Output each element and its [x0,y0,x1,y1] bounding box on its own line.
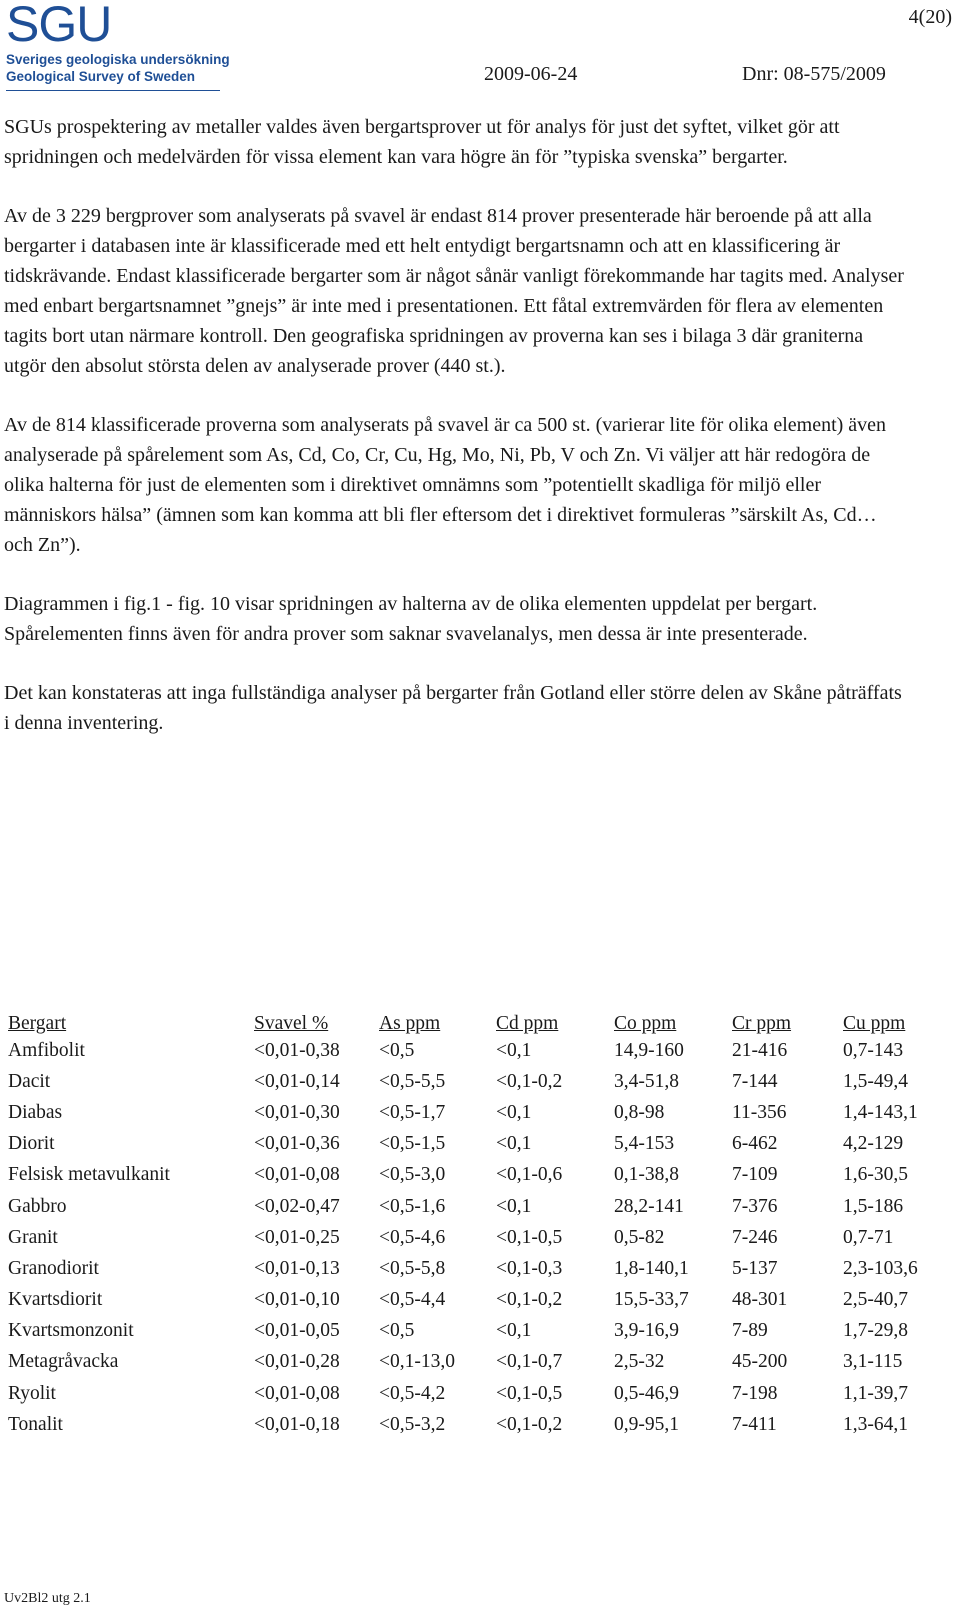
column-header: Cd ppm [496,1013,559,1034]
footer-version: Uv2Bl2 utg 2.1 [4,1591,91,1606]
table-row [8,1409,943,1440]
value-cell: <0,5-5,5 [379,1070,446,1092]
value-cell: 11-356 [732,1101,787,1123]
paragraph: Diagrammen i fig.1 - fig. 10 visar spridningen av halterna av de olika elementen uppdelat per bergart. Spårelementen finns även för andra prover som saknar svavelanalys, men dessa är inte presenterade. [4,593,818,645]
value-cell: 5-137 [732,1257,778,1279]
value-cell: <0,5-1,5 [379,1133,446,1155]
rock-type-cell: Kvartsdiorit [8,1289,103,1311]
value-cell: <0,01-0,18 [254,1413,340,1435]
logo-text-english: Geological Survey of Sweden [6,69,196,84]
value-cell: 0,1-38,8 [614,1164,679,1186]
value-cell: 2,5-32 [614,1351,665,1373]
value-cell: 4,2-129 [843,1133,904,1155]
rock-type-cell: Amfibolit [8,1039,85,1061]
column-header: Cr ppm [732,1013,792,1034]
table-row [8,1378,943,1409]
value-cell: <0,01-0,08 [254,1164,340,1186]
table-row [8,1066,943,1097]
value-cell: 7-89 [732,1320,768,1342]
paragraph: Av de 3 229 bergprover som analyserats på svavel är endast 814 prover presenterade här beroende på att alla bergarter i databasen inte är klassificerade med ett helt entydigt bergartsnamn och att en klassificering är tidskrävande. Endast klassificerade bergarter som är något sånär vanligt förekommande har tagits med. Analyser med enbart bergartsnamnet ”gnejs” är inte med i presentationen. Ett fåtal extremvärden för flera av elementen tagits bort utan närmare kontroll. Den geografiska spridningen av proverna kan ses i bilaga 3 där graniterna utgör den absolut största delen av analyserade prover (440 st.). [4,205,904,377]
logo-mark: SGU [6,0,112,52]
rock-type-cell: Ryolit [8,1382,56,1404]
value-cell: 6-462 [732,1133,778,1155]
paragraph: Det kan konstateras att inga fullständiga analyser på bergarter från Gotland eller större delen av Skåne påträffats i denna inventering. [4,682,902,734]
value-cell: 45-200 [732,1351,788,1373]
value-cell: <0,5 [379,1039,415,1061]
table-row [8,1347,943,1378]
value-cell: <0,01-0,25 [254,1226,340,1248]
value-cell: <0,1-13,0 [379,1351,455,1373]
value-cell: <0,01-0,30 [254,1101,340,1123]
value-cell: <0,5-3,2 [379,1413,446,1435]
value-cell: 14,9-160 [614,1039,684,1061]
value-cell: <0,1 [496,1039,532,1061]
value-cell: 0,7-71 [843,1226,894,1248]
table-body [8,1035,943,1440]
table-row [8,1160,943,1191]
paragraph: SGUs prospektering av metaller valdes även bergartsprover ut för analys för just det syftet, vilket gör att spridningen och medelvärden för vissa element kan vara högre än för ”typiska svenska” bergarter. [4,116,840,168]
value-cell: <0,01-0,08 [254,1382,340,1404]
rock-type-cell: Dacit [8,1070,51,1092]
value-cell: 1,5-186 [843,1195,904,1217]
rock-type-cell: Granodiorit [8,1257,99,1279]
rock-type-cell: Diabas [8,1101,63,1123]
value-cell: 1,4-143,1 [843,1101,918,1123]
value-cell: 7-246 [732,1226,778,1248]
value-cell: <0,1 [496,1101,532,1123]
value-cell: <0,5-5,8 [379,1257,446,1279]
value-cell: <0,1 [496,1320,532,1342]
value-cell: <0,1-0,2 [496,1289,563,1311]
value-cell: <0,5-4,2 [379,1382,446,1404]
body-text [4,112,904,767]
column-header: Cu ppm [843,1013,906,1034]
value-cell: <0,1-0,5 [496,1382,563,1404]
value-cell: 7-198 [732,1382,778,1404]
value-cell: 7-411 [732,1413,777,1435]
rock-type-cell: Tonalit [8,1413,63,1435]
value-cell: 7-144 [732,1070,778,1092]
value-cell: 3,4-51,8 [614,1070,679,1092]
rock-type-cell: Metagråvacka [8,1351,119,1373]
column-header: Co ppm [614,1013,677,1034]
value-cell: <0,5-1,6 [379,1195,446,1217]
value-cell: <0,1-0,3 [496,1257,563,1279]
value-cell: <0,5-4,4 [379,1289,446,1311]
value-cell: 0,5-46,9 [614,1382,679,1404]
value-cell: <0,5-3,0 [379,1164,446,1186]
value-cell: 7-109 [732,1164,778,1186]
rock-type-cell: Felsisk metavulkanit [8,1164,170,1186]
sgu-logo [4,0,230,96]
value-cell: <0,01-0,13 [254,1257,340,1279]
value-cell: <0,02-0,47 [254,1195,340,1217]
value-cell: <0,01-0,28 [254,1351,340,1373]
value-cell: 1,3-64,1 [843,1413,908,1435]
document-date: 2009-06-24 [484,63,578,85]
value-cell: <0,1-0,6 [496,1164,563,1186]
paragraph: Av de 814 klassificerade proverna som analyserats på svavel är ca 500 st. (varierar lite för olika element) även analyserade på spårelement som As, Cd, Co, Cr, Cu, Hg, Mo, Ni, Pb, V och Zn. Vi väljer att här redogöra de olika halterna för just de elementen som i direktivet omnämns som ”potentiellt skadliga för miljö eller människors hälsa” (ämnen som kan komma att bli fler eftersom det i direktivet formuleras ”särskilt As, Cd… och Zn”). [4,414,887,556]
value-cell: 1,7-29,8 [843,1320,908,1342]
value-cell: <0,1-0,7 [496,1351,563,1373]
value-cell: <0,01-0,05 [254,1320,340,1342]
rock-type-cell: Kvartsmonzonit [8,1320,134,1342]
value-cell: <0,01-0,14 [254,1070,340,1092]
table-row [8,1316,943,1347]
value-cell: <0,01-0,38 [254,1039,340,1061]
table-row [8,1129,943,1160]
value-cell: 2,5-40,7 [843,1289,908,1311]
value-cell: 3,1-115 [843,1351,903,1373]
table-row [8,1222,943,1253]
value-cell: <0,01-0,10 [254,1289,340,1311]
column-header: Svavel % [254,1013,329,1034]
value-cell: 1,8-140,1 [614,1257,689,1279]
rock-type-cell: Granit [8,1226,58,1248]
value-cell: 48-301 [732,1289,788,1311]
value-cell: 5,4-153 [614,1133,675,1155]
value-cell: <0,5-1,7 [379,1101,446,1123]
value-cell: 0,5-82 [614,1226,665,1248]
value-cell: <0,5-4,6 [379,1226,446,1248]
value-cell: <0,1 [496,1133,532,1155]
value-cell: <0,1 [496,1195,532,1217]
rock-type-cell: Gabbro [8,1195,67,1217]
value-cell: 3,9-16,9 [614,1320,679,1342]
table-row [8,1191,943,1222]
value-cell: 21-416 [732,1039,788,1061]
value-cell: <0,1-0,5 [496,1226,563,1248]
value-cell: <0,1-0,2 [496,1413,563,1435]
value-cell: <0,5 [379,1320,415,1342]
value-cell: 1,1-39,7 [843,1382,908,1404]
page-number: 4(20) [908,6,952,28]
column-header: Bergart [8,1013,67,1034]
value-cell: 1,5-49,4 [843,1070,908,1092]
rock-type-cell: Diorit [8,1133,55,1155]
value-cell: 2,3-103,6 [843,1257,918,1279]
value-cell: 1,6-30,5 [843,1164,908,1186]
table-row [8,1285,943,1316]
rock-analysis-table [8,1003,943,1440]
table-header-row [8,1003,943,1035]
value-cell: 15,5-33,7 [614,1289,689,1311]
value-cell: 28,2-141 [614,1195,684,1217]
value-cell: 7-376 [732,1195,778,1217]
logo-divider [6,90,220,91]
document-reference: Dnr: 08-575/2009 [742,63,886,85]
value-cell: 0,7-143 [843,1039,904,1061]
table-row [8,1097,943,1128]
table-row [8,1253,943,1284]
logo-text-swedish: Sveriges geologiska undersökning [6,52,230,67]
column-header: As ppm [379,1013,441,1034]
value-cell: 0,9-95,1 [614,1413,679,1435]
value-cell: 0,8-98 [614,1101,665,1123]
value-cell: <0,01-0,36 [254,1133,340,1155]
value-cell: <0,1-0,2 [496,1070,563,1092]
table-row [8,1035,943,1066]
